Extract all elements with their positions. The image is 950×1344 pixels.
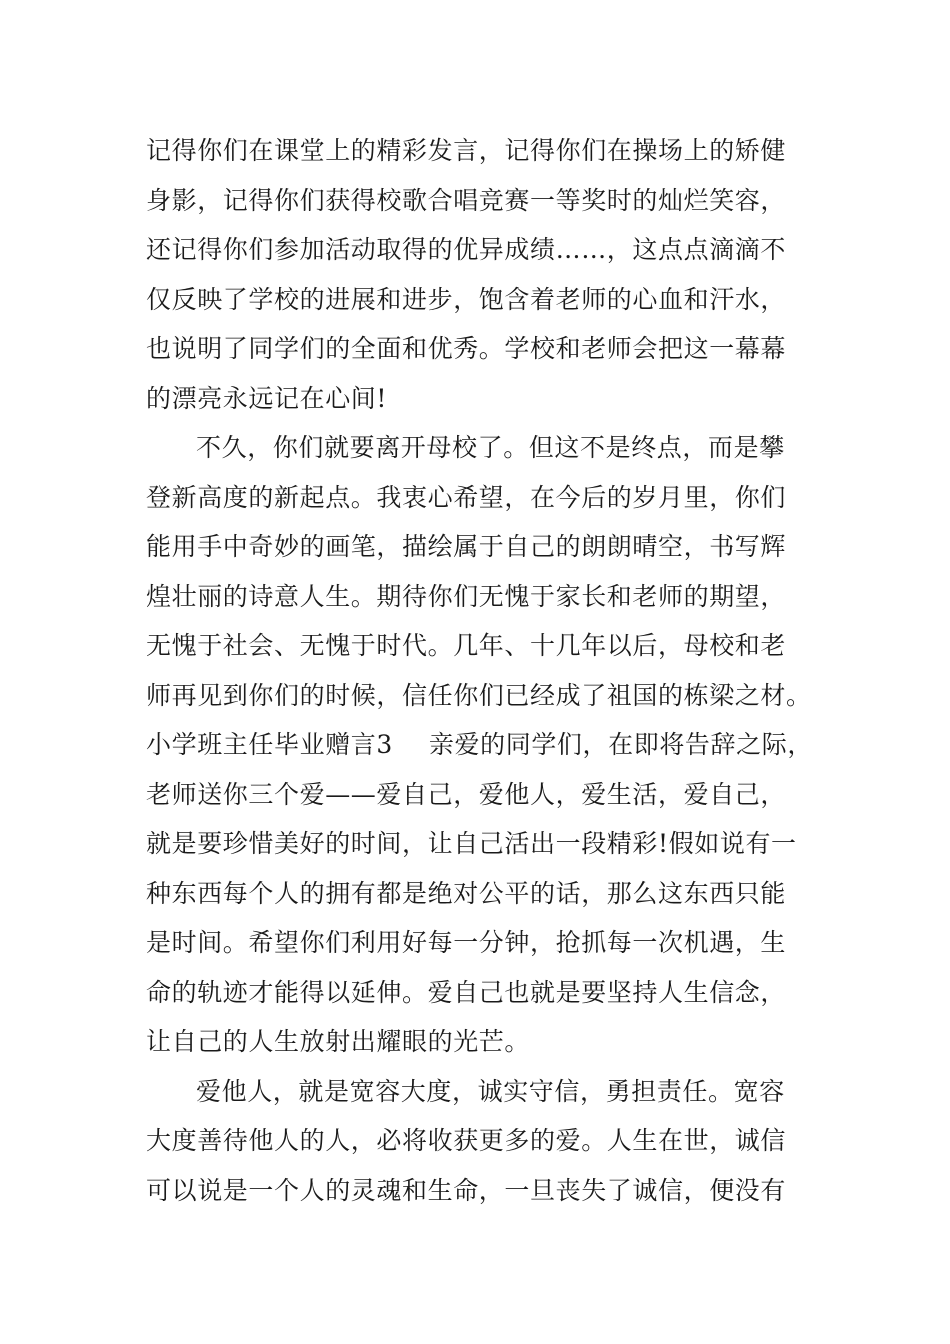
text-line: 还记得你们参加活动取得的优异成绩……，这点点滴滴不 [146,235,787,264]
text-line: 煌壮丽的诗意人生。期待你们无愧于家长和老师的期望， [146,581,787,611]
text-line: 种东西每个人的拥有都是绝对公平的话，那么这东西只能 [146,878,787,908]
text-line: 命的轨迹才能得以延伸。爱自己也就是要坚持人生信念， [146,977,787,1007]
body-text [146,126,826,1215]
text-line: 记得你们在课堂上的精彩发言，记得你们在操场上的矫健 [146,136,787,165]
text-line: 师再见到你们的时候，信任你们已经成了祖国的栋梁之材。 [146,680,812,710]
text-line: 大度善待他人的人，必将收获更多的爱。人生在世，诚信 [146,1126,787,1155]
text-line: 可以说是一个人的灵魂和生命，一旦丧失了诚信，便没有 [146,1175,787,1205]
text-line: 就是要珍惜美好的时间，让自己活出一段精彩!假如说有一 [146,829,797,858]
section-heading: 小学班主任毕业赠言3 [146,730,393,759]
text-line: 老师送你三个爱——爱自己，爱他人，爱生活，爱自己， [146,779,787,809]
text-line: 无愧于社会、无愧于时代。几年、十几年以后，母校和老 [146,631,787,660]
text-line: 登新高度的新起点。我衷心希望，在今后的岁月里，你们 [146,482,787,512]
text-line: 能用手中奇妙的画笔，描绘属于自己的朗朗晴空，书写辉 [146,532,787,561]
paragraph-start-line: 爱他人，就是宽容大度，诚实守信，勇担责任。宽容 [196,1076,785,1106]
text-line: 仅反映了学校的进展和进步，饱含着老师的心血和汗水， [146,284,787,314]
text-line: 也说明了同学们的全面和优秀。学校和老师会把这一幕幕 [146,334,787,363]
section-heading-line [146,720,826,770]
paragraph-start-line: 不久，你们就要离开母校了。但这不是终点，而是攀 [196,433,785,462]
text-line: 让自己的人生放射出耀眼的光芒。 [146,1027,531,1056]
text-line: 身影，记得你们获得校歌合唱竞赛一等奖时的灿烂笑容， [146,185,787,215]
text-line: 的漂亮永远记在心间! [146,383,388,413]
text-line-continuation: 亲爱的同学们，在即将告辞之际， [428,730,813,759]
text-line: 是时间。希望你们利用好每一分钟，抢抓每一次机遇，生 [146,928,787,957]
